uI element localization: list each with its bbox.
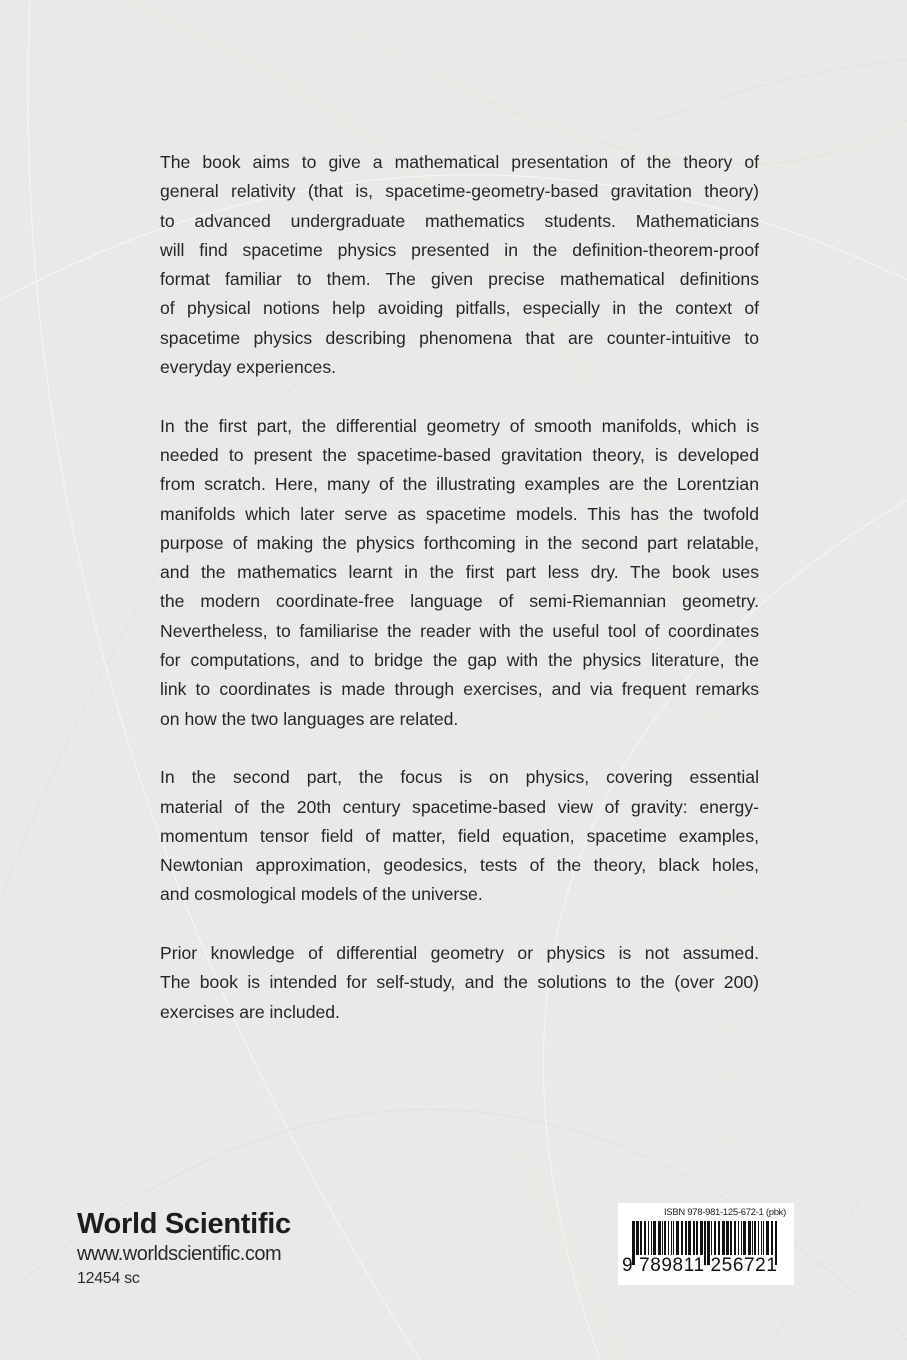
paragraph-line: material of the 20th century spacetime-based view of gravity: energy- xyxy=(160,796,759,817)
barcode-bar xyxy=(722,1221,725,1255)
barcode-bar xyxy=(700,1221,703,1255)
paragraph-line: and the mathematics learnt in the first part less dry. The book uses xyxy=(160,562,759,583)
description-paragraph xyxy=(160,939,759,1027)
paragraph-line: Nevertheless, to familiarise the reader with the useful tool of coordinates xyxy=(160,620,759,641)
paragraph-line: The book is intended for self-study, and the solutions to the (over 200) xyxy=(160,972,759,993)
barcode-bar xyxy=(766,1221,769,1255)
publisher-block xyxy=(77,1208,291,1288)
barcode-bar xyxy=(738,1221,739,1255)
background-line xyxy=(520,1150,620,1360)
paragraph-line: needed to present the spacetime-based gravitation theory, is developed xyxy=(160,444,759,465)
barcode-bar xyxy=(761,1221,762,1255)
paragraph-line: of physical notions help avoiding pitfalls, especially in the context of xyxy=(160,298,759,319)
barcode-bar xyxy=(771,1221,773,1255)
paragraph-line: from scratch. Here, many of the illustrating examples are the Lorentzian xyxy=(160,474,759,495)
barcode-bar xyxy=(658,1221,661,1255)
barcode-bar xyxy=(676,1221,679,1255)
barcode-bar xyxy=(754,1221,756,1255)
barcode-bar xyxy=(644,1221,646,1255)
barcode-bar xyxy=(741,1221,742,1255)
paragraph-line: on how the two languages are related. xyxy=(160,708,459,729)
barcode-bar xyxy=(668,1221,669,1255)
description-paragraph xyxy=(160,412,759,734)
barcode-bar xyxy=(726,1221,729,1255)
barcode-bar xyxy=(758,1221,759,1255)
publisher-name: World Scientific xyxy=(77,1208,291,1240)
book-description xyxy=(160,148,759,1056)
paragraph-line: Prior knowledge of differential geometry or physics is not assumed. xyxy=(160,943,759,964)
barcode-bar xyxy=(640,1221,642,1255)
paragraph-line: for computations, and to bridge the gap with the physics literature, the xyxy=(160,650,759,671)
paragraph-line: and cosmological models of the universe. xyxy=(160,884,483,905)
paragraph-line: format familiar to them. The given precise mathematical definitions xyxy=(160,269,759,290)
paragraph-line: spacetime physics describing phenomena that are counter-intuitive to xyxy=(160,327,759,348)
paragraph-line: In the first part, the differential geometry of smooth manifolds, which is xyxy=(160,415,759,436)
barcode-bar xyxy=(714,1221,716,1255)
description-paragraph xyxy=(160,763,759,909)
barcode-bar xyxy=(752,1221,753,1255)
paragraph-line: will find spacetime physics presented in the definition-theorem-proof xyxy=(160,239,759,260)
barcode-bar xyxy=(718,1221,720,1255)
isbn-label: ISBN 978-981-125-672-1 (pbk) xyxy=(663,1207,786,1218)
barcode-bar xyxy=(671,1221,672,1255)
paragraph-line: the modern coordinate-free language of semi-Riemannian geometry. xyxy=(160,591,759,612)
paragraph-line: manifolds which later serve as spacetime models. This has the twofold xyxy=(160,503,759,524)
isbn-barcode xyxy=(618,1203,794,1285)
paragraph-line: In the second part, the focus is on physics, covering essential xyxy=(160,767,759,788)
barcode-bar xyxy=(748,1221,751,1255)
barcode-bar xyxy=(662,1221,663,1255)
barcode-number: 9 789811 256721 xyxy=(622,1255,778,1276)
barcode-bar xyxy=(711,1221,712,1255)
barcode-bar xyxy=(664,1221,666,1255)
barcode-bar xyxy=(636,1221,639,1255)
paragraph-line: Newtonian approximation, geodesics, tests of the theory, black holes, xyxy=(160,855,759,876)
barcode-bar xyxy=(685,1221,687,1255)
barcode-bar xyxy=(688,1221,691,1255)
barcode-bar xyxy=(648,1221,649,1255)
paragraph-line: to advanced undergraduate mathematics students. Mathematicians xyxy=(160,210,759,231)
barcode-bar xyxy=(673,1221,674,1255)
paragraph-line: link to coordinates is made through exercises, and via frequent remarks xyxy=(160,679,759,700)
paragraph-line: exercises are included. xyxy=(160,1001,340,1022)
paragraph-line: The book aims to give a mathematical presentation of the theory of xyxy=(160,152,759,172)
barcode-bar xyxy=(734,1221,736,1255)
publisher-url: www.worldscientific.com xyxy=(77,1243,282,1265)
background-arc xyxy=(300,0,907,164)
paragraph-line: general relativity (that is, spacetime-geometry-based gravitation theory) xyxy=(160,181,759,202)
barcode-bar xyxy=(653,1221,656,1255)
barcode-bar xyxy=(696,1221,698,1255)
description-paragraph xyxy=(160,148,759,382)
paragraph-line: momentum tensor field of matter, field equation, spacetime examples, xyxy=(160,825,759,846)
barcode-bar xyxy=(651,1221,652,1255)
barcode-bar xyxy=(681,1221,683,1255)
barcode-bar xyxy=(763,1221,764,1255)
barcode-bar xyxy=(693,1221,695,1255)
barcode-bar xyxy=(743,1221,746,1255)
catalog-code: 12454 sc xyxy=(77,1270,140,1287)
barcode-bar xyxy=(730,1221,732,1255)
paragraph-line: purpose of making the physics forthcoming in the second part relatable, xyxy=(160,532,759,553)
paragraph-line: everyday experiences. xyxy=(160,357,337,378)
